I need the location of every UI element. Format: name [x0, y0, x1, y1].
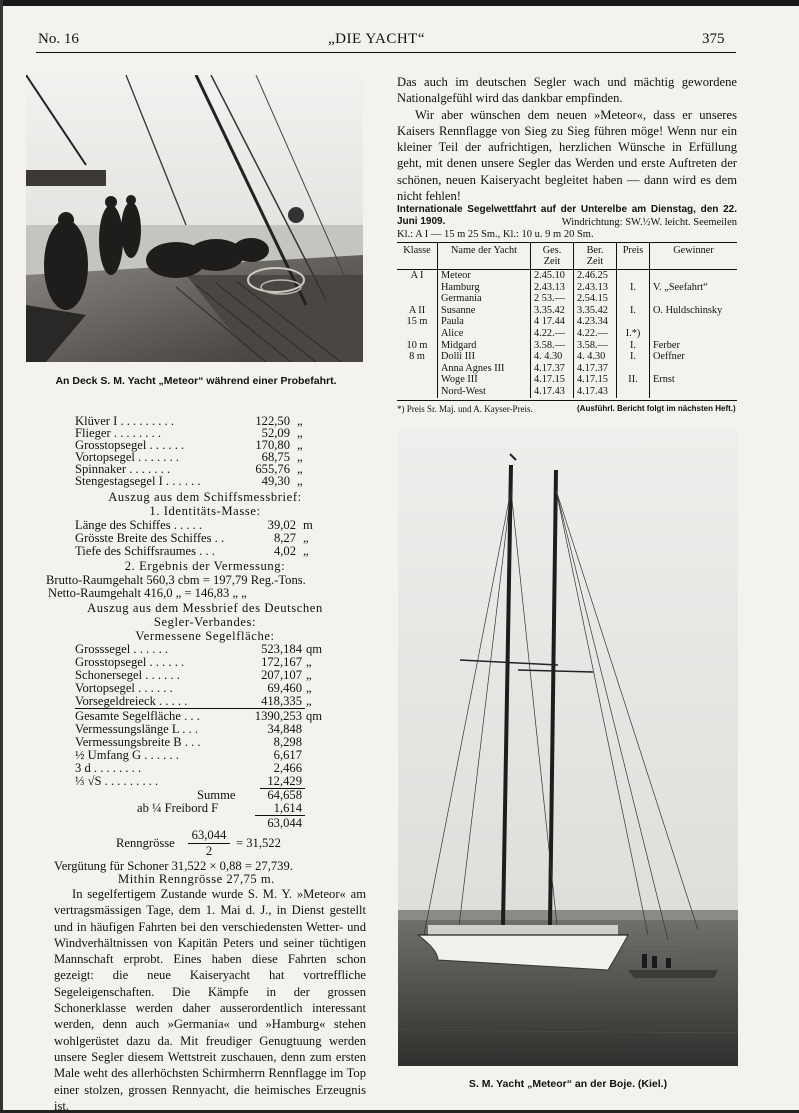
sail-unit: „	[297, 438, 303, 452]
header-rule	[36, 52, 736, 53]
race-results-table	[397, 243, 737, 398]
identity-unit: „	[303, 544, 309, 558]
cell-klasse	[397, 328, 438, 340]
race-followup-note: (Ausführl. Bericht folgt im nächsten Heft.)	[577, 404, 736, 413]
brutto-line: Brutto-Raumgehalt 560,3 cbm = 197,79 Reg.-Tons.	[46, 573, 306, 587]
cell-gewinner: Ferber	[650, 340, 738, 352]
cell-gewinner	[650, 293, 738, 305]
renngroesse-denominator: 2	[205, 844, 213, 858]
cell-ges: 4.22.—	[531, 328, 574, 340]
identity-unit: m	[303, 518, 313, 532]
area-unit: „	[306, 694, 312, 708]
total-label: ½ Umfang G . . . . . .	[75, 748, 179, 762]
cell-ber: 4.17.37	[574, 363, 617, 375]
journal-title: „DIE YACHT“	[328, 31, 426, 47]
freibord-label: ab ¼ Freibord F	[137, 801, 219, 815]
area-label: Grosstopsegel . . . . . .	[75, 655, 185, 669]
cell-name: Midgard	[438, 340, 531, 352]
left-paragraph: In segelfertigem Zustande wurde S. M. Y. »Meteor« am vertragsmässigen Tage, dem 1. Mai d. J., in Dienst gestellt und in häufigen Fahrten bei den verschiedensten Wetter- und Windverhältnissen von Kapitän Peters und seiner tüchtigen Mannschaft erprobt. Eines haben diese Fahrten schon gezeigt: die neue Kaiseryacht hat vortreffliche Segeleigenschaften. Die Kämpfe in der grossen Schonerklasse werden daher ausserordentlich interessant werden, denn auch »Germania« und »Hamburg« stehen wohlgerüstet dazu da. Mit freudiger Genugtuung werden unsere Segler diesem Wettstreit zuschauen, denn zum ersten Male weht des allerhöchsten Schirmherrn Rennflagge im Top einer stolzen, grossen Rennyacht, die heimisches Erzeugnis ist.	[54, 887, 366, 1113]
cell-gewinner	[650, 316, 738, 328]
identity-value: 4,02	[273, 544, 296, 558]
deck-photo-caption: An Deck S. M. Yacht „Meteor“ während einer Probefahrt.	[55, 375, 337, 387]
sail-value: 49,30	[261, 474, 290, 488]
col-header-name: Name der Yacht	[438, 243, 531, 270]
cell-name: Susanne	[438, 305, 531, 317]
sail-label: Vortopsegel . . . . . . .	[75, 450, 180, 464]
cell-name: Alice	[438, 328, 531, 340]
renngroesse-numerator: 63,044	[191, 828, 227, 842]
cell-ges: 4.17.37	[531, 363, 574, 375]
cell-name: Woge III	[438, 374, 531, 386]
total-value: 34,848	[267, 722, 302, 736]
table-row	[397, 328, 737, 340]
total-label: 3 d . . . . . . . .	[75, 761, 142, 775]
col-header-ges-zeit: Ges. Zeit	[531, 243, 574, 270]
total-label: ⅓ √S . . . . . . . . .	[75, 774, 159, 788]
renngroesse-formula	[116, 828, 366, 860]
sail-unit: „	[297, 474, 303, 488]
cell-gewinner	[650, 386, 738, 398]
sail-value: 122,50	[255, 414, 290, 428]
schooner-photo	[398, 430, 738, 1066]
total-value: 1390,253	[254, 709, 302, 723]
area-value: 418,335	[261, 694, 302, 708]
table-row	[397, 374, 737, 386]
sail-unit: „	[297, 414, 303, 428]
measurement-section	[40, 490, 370, 880]
sail-value: 68,75	[261, 450, 290, 464]
cell-name: Anna Agnes III	[438, 363, 531, 375]
area-value: 69,460	[267, 681, 302, 695]
total-value: 2,466	[273, 761, 302, 775]
cell-ges: 4. 4.30	[531, 351, 574, 363]
right-article-text	[397, 74, 737, 204]
cell-gewinner	[650, 328, 738, 340]
sail-value: 170,80	[255, 438, 290, 452]
cell-preis	[617, 270, 650, 282]
cell-ges: 3.58.—	[531, 340, 574, 352]
area-value: 523,184	[261, 642, 302, 656]
cell-preis: I.	[617, 305, 650, 317]
cell-gewinner: O. Huldschinsky	[650, 305, 738, 317]
cell-ber: 3.35.42	[574, 305, 617, 317]
sail-unit: „	[297, 450, 303, 464]
sail-unit: „	[297, 462, 303, 476]
summe-value: 64,658	[267, 788, 302, 802]
dsv-heading-1: Auszug aus dem Messbrief des Deutschen	[87, 601, 323, 615]
total-value: 12,429	[267, 774, 302, 788]
renngroesse-result: = 31,522	[236, 836, 281, 850]
race-wind: Windrichtung: SW.½W. leicht. Seemeilen	[561, 217, 737, 228]
table-row	[397, 363, 737, 375]
area-unit: qm	[306, 642, 323, 656]
identity-label: Grösste Breite des Schiffes . .	[75, 531, 225, 545]
cell-gewinner: V. „Seefahrt“	[650, 282, 738, 294]
cell-klasse	[397, 374, 438, 386]
cell-klasse: 8 m	[409, 351, 425, 363]
cell-gewinner: Oeffner	[650, 351, 738, 363]
result-subheading: 2. Ergebnis der Vermessung:	[124, 559, 286, 573]
cell-ber: 4.17.15	[574, 374, 617, 386]
cell-klasse	[397, 293, 438, 305]
cell-ges: 2 53.—	[531, 293, 574, 305]
total-unit: qm	[306, 709, 323, 723]
right-paragraph-1: Das auch im deutschen Segler wach und mächtig gewordene Nationalgefühl wird das dankbar empfinden.	[397, 75, 737, 106]
cell-name: Hamburg	[438, 282, 531, 294]
sail-label: Flieger . . . . . . . .	[75, 426, 162, 440]
total-label: Vermessungslänge L . . .	[75, 722, 198, 736]
cell-preis	[617, 386, 650, 398]
table-row	[397, 305, 737, 317]
cell-klasse	[397, 282, 438, 294]
race-footnote: *) Preis Sr. Maj. und A. Kayser-Preis.	[397, 404, 533, 414]
sail-area-subheading: Vermessene Segelfläche:	[135, 629, 275, 643]
left-article-text	[54, 886, 366, 1113]
cell-klasse: A I	[410, 270, 424, 281]
area-value: 207,107	[261, 668, 302, 682]
cell-preis	[617, 293, 650, 305]
cell-klasse: A II	[408, 304, 426, 316]
measurement-heading: Auszug aus dem Schiffsmessbrief:	[108, 490, 302, 504]
identity-subheading: 1. Identitäts-Masse:	[149, 504, 261, 518]
cell-name: Nord-West	[438, 386, 531, 398]
sail-label: Klüver I . . . . . . . . .	[75, 414, 174, 428]
cell-ber: 2.46.25	[574, 270, 617, 282]
total-label: Gesamte Segelfläche . . .	[75, 709, 200, 723]
cell-name: Dolli III	[438, 351, 531, 363]
cell-gewinner	[650, 363, 738, 375]
cell-ber: 4.17.43	[574, 386, 617, 398]
cell-klasse: 15 m	[406, 316, 428, 328]
identity-value: 39,02	[267, 518, 296, 532]
netto-line: Netto-Raumgehalt 416,0 „ = 146,83 „ „	[48, 586, 247, 600]
result-value: 63,044	[267, 816, 302, 830]
race-classes: Kl.: A I — 15 m 25 Sm., Kl.: 10 u. 9 m 20 Sm.	[397, 229, 594, 240]
summe-label: Summe	[197, 788, 236, 802]
cell-name: Meteor	[438, 270, 531, 282]
cell-ber: 2.54.15	[574, 293, 617, 305]
cell-klasse: 10 m	[406, 339, 428, 351]
table-row	[397, 282, 737, 294]
cell-ber: 2.43.13	[574, 282, 617, 294]
cell-klasse	[397, 386, 438, 398]
race-header-row	[397, 243, 737, 270]
area-label: Vortopsegel . . . . . .	[75, 681, 173, 695]
col-header-preis: Preis	[617, 243, 650, 270]
col-header-klasse: Klasse	[397, 243, 438, 270]
cell-name: Germania	[438, 293, 531, 305]
sail-label: Grosstopsegel . . . . . .	[75, 438, 185, 452]
freibord-value: 1,614	[273, 801, 302, 815]
area-label: Schonersegel . . . . . .	[75, 668, 180, 682]
race-title: Internationale Segelwettfahrt auf der Unterelbe am Dienstag, den 22. Juni 1909.	[397, 204, 737, 227]
total-value: 6,617	[273, 748, 302, 762]
cell-preis	[617, 363, 650, 375]
sail-unit: „	[297, 426, 303, 440]
cell-klasse	[397, 363, 438, 375]
cell-preis	[617, 316, 650, 328]
total-label: Vermessungsbreite B . . .	[75, 735, 201, 749]
table-row	[397, 293, 737, 305]
area-label: Grosssegel . . . . . .	[75, 642, 169, 656]
cell-ges: 4.17.43	[531, 386, 574, 398]
cell-ber: 4.22.—	[574, 328, 617, 340]
cell-ges: 3.35.42	[531, 305, 574, 317]
cell-name: Paula	[438, 316, 531, 328]
area-value: 172,167	[261, 655, 302, 669]
table-row	[397, 351, 737, 363]
sail-value: 655,76	[255, 462, 290, 476]
col-header-gewinner: Gewinner	[650, 243, 738, 270]
table-row	[397, 340, 737, 352]
table-row	[397, 316, 737, 328]
table-row	[397, 386, 737, 398]
page-number: 375	[702, 31, 725, 47]
scan-edge-top	[0, 0, 799, 6]
cell-preis: II.	[617, 374, 650, 386]
dsv-heading-2: Segler-Verbandes:	[153, 615, 257, 629]
area-unit: „	[306, 655, 312, 669]
col-header-ber-zeit: Ber. Zeit	[574, 243, 617, 270]
identity-label: Tiefe des Schiffsraumes . . .	[75, 544, 215, 558]
identity-value: 8,27	[273, 531, 296, 545]
mithin-line: Mithin Renngrösse 27,75 m.	[118, 872, 275, 886]
cell-ber: 4.23.34	[574, 316, 617, 328]
race-table-bottom-rule	[397, 400, 737, 401]
cell-ges: 4.17.15	[531, 374, 574, 386]
cell-ges: 2.43.13	[531, 282, 574, 294]
identity-unit: „	[303, 531, 309, 545]
cell-gewinner	[650, 270, 738, 282]
cell-ges: 2.45.10	[531, 270, 574, 282]
cell-preis: I.	[617, 351, 650, 363]
issue-number: No. 16	[38, 31, 79, 47]
area-unit: „	[306, 681, 312, 695]
cell-ges: 4 17.44	[531, 316, 574, 328]
schooner-photo-caption: S. M. Yacht „Meteor“ an der Boje. (Kiel.)	[468, 1078, 668, 1090]
area-label: Vorsegeldreieck . . . . .	[75, 694, 188, 708]
sail-label: Spinnaker . . . . . . .	[75, 462, 171, 476]
cell-preis: I.	[617, 340, 650, 352]
cell-preis: I.*)	[617, 328, 650, 340]
right-paragraph-2: Wir aber wünschen dem neuen »Meteor«, dass er unseres Kaisers Rennflagge von Sieg zu Sieg führen möge! Wenn nur ein kleiner Teil der aufrichtigen, herzlichen Wünsche in Erfüllung geht, mit denen unsere Segler das Werden und erste Auftreten der schönen, neuen Kaiseryacht begleitet haben — dann wird es dem nicht fehlen!	[397, 107, 737, 204]
sail-value: 52,09	[261, 426, 290, 440]
total-value: 8,298	[273, 735, 302, 749]
deck-photo	[26, 75, 363, 362]
cell-ber: 3.58.—	[574, 340, 617, 352]
cell-gewinner: Ernst	[650, 374, 738, 386]
identity-label: Länge des Schiffes . . . . .	[75, 518, 203, 532]
renngroesse-label: Renngrösse	[116, 836, 175, 850]
cell-ber: 4. 4.30	[574, 351, 617, 363]
cell-preis: I.	[617, 282, 650, 294]
verguetung-line: Vergütung für Schoner 31,522 × 0,88 = 27,739.	[54, 859, 293, 873]
sail-label: Stengestagsegel I . . . . . .	[75, 474, 201, 488]
table-row	[397, 270, 737, 282]
area-unit: „	[306, 668, 312, 682]
scan-edge-left	[0, 0, 3, 1113]
